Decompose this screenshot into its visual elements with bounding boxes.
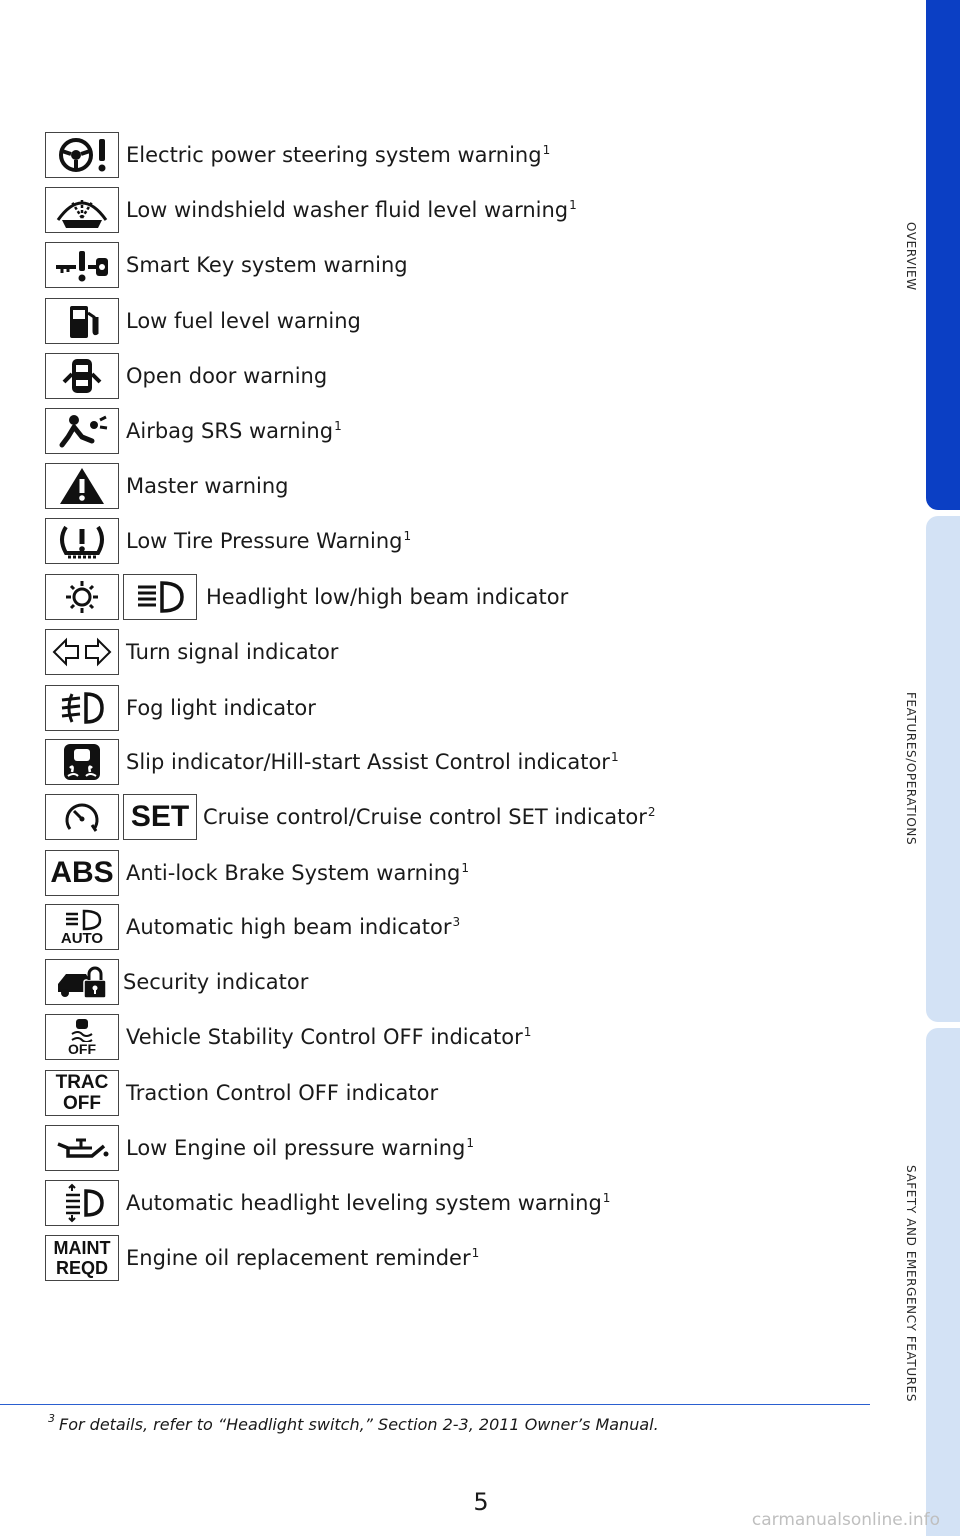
tab-features-label[interactable]: FEATURES/OPERATIONS <box>904 692 918 846</box>
indicator-label: Open door warning <box>126 364 328 388</box>
turn-signal-arrows-icon <box>45 629 119 675</box>
indicator-label: Anti-lock Brake System warning$^1$ <box>126 861 470 885</box>
indicator-row <box>45 297 362 345</box>
indicator-label: Low Tire Pressure Warning$^1$ <box>126 529 412 553</box>
indicator-label: Electric power steering system warning$^1$ <box>126 143 551 167</box>
indicator-label: Smart Key system warning <box>126 253 408 277</box>
airbag-warning-icon <box>45 408 119 454</box>
auto-high-beam-icon: AUTO <box>45 904 119 950</box>
indicator-row <box>45 903 460 951</box>
tab-safety-bar[interactable] <box>926 1028 960 1536</box>
indicator-row <box>45 849 469 897</box>
indicator-label: Fog light indicator <box>126 696 316 720</box>
footnote: $^3$ For details, refer to “Headlight switch,” Section 2-3, 2011 Owner’s Manual. <box>48 1412 659 1434</box>
security-lock-car-icon <box>45 959 119 1005</box>
indicator-label: Master warning <box>126 474 289 498</box>
indicator-row <box>45 352 328 400</box>
headlight-beam-icon <box>123 574 197 620</box>
indicator-row <box>45 186 577 234</box>
indicator-row <box>45 573 569 621</box>
fuel-pump-icon <box>45 298 119 344</box>
indicator-row <box>45 628 339 676</box>
indicator-label: Automatic headlight leveling system warning$^1$ <box>126 1191 611 1215</box>
tail-light-icon <box>45 574 119 620</box>
oil-can-icon <box>45 1125 119 1171</box>
indicator-row <box>45 407 342 455</box>
indicator-row <box>45 1013 531 1061</box>
indicator-label: Automatic high beam indicator$^3$ <box>126 915 461 939</box>
abs-warning-icon: ABS <box>45 850 119 896</box>
indicator-row <box>45 1234 479 1282</box>
tab-safety-label[interactable]: SAFETY AND EMERGENCY FEATURES <box>904 1165 918 1403</box>
indicator-label: Headlight low/high beam indicator <box>206 585 569 609</box>
indicator-row <box>45 241 409 289</box>
watermark: carmanualsonline.info <box>751 1510 940 1530</box>
indicator-label: Security indicator <box>123 970 309 994</box>
indicator-row <box>45 131 550 179</box>
indicator-row <box>45 1124 474 1172</box>
footnote-divider <box>0 1404 870 1405</box>
indicator-row <box>45 738 619 786</box>
washer-fluid-warning-icon <box>45 187 119 233</box>
indicator-label: Vehicle Stability Control OFF indicator$^1$ <box>126 1025 532 1049</box>
master-warning-triangle-icon <box>45 463 119 509</box>
tab-overview-label[interactable]: OVERVIEW <box>904 221 918 291</box>
indicator-row <box>45 1069 439 1117</box>
cruise-set-icon: SET <box>123 794 197 840</box>
indicator-row <box>45 1179 610 1227</box>
indicator-label: Low fuel level warning <box>126 309 361 333</box>
open-door-icon <box>45 353 119 399</box>
cruise-control-icon <box>45 794 119 840</box>
indicator-row <box>45 517 411 565</box>
indicator-label: Engine oil replacement reminder$^1$ <box>126 1246 480 1270</box>
slip-indicator-icon <box>45 739 119 785</box>
indicator-row <box>45 793 655 841</box>
tire-pressure-warning-icon <box>45 518 119 564</box>
indicator-label: Low Engine oil pressure warning$^1$ <box>126 1136 474 1160</box>
maint-reqd-icon: MAINT REQD <box>45 1235 119 1281</box>
indicator-label: Traction Control OFF indicator <box>126 1081 439 1105</box>
vsc-off-icon: OFF <box>45 1014 119 1060</box>
indicator-label: Low windshield washer fluid level warning$^1$ <box>126 198 577 222</box>
fog-light-icon <box>45 685 119 731</box>
indicator-row <box>45 462 289 510</box>
smart-key-warning-icon <box>45 242 119 288</box>
indicator-label: Airbag SRS warning$^1$ <box>126 419 342 443</box>
indicator-label: Slip indicator/Hill-start Assist Control indicator$^1$ <box>126 750 619 774</box>
indicator-label: Cruise control/Cruise control SET indicator$^2$ <box>203 805 656 829</box>
headlight-leveling-icon <box>45 1180 119 1226</box>
indicator-label: Turn signal indicator <box>126 640 339 664</box>
indicator-row <box>45 958 309 1006</box>
page-number: 5 <box>473 1488 489 1516</box>
power-steering-warning-icon <box>45 132 119 178</box>
tab-overview-bar[interactable] <box>926 0 960 510</box>
tab-features-bar[interactable] <box>926 516 960 1022</box>
indicator-row <box>45 684 317 732</box>
trac-off-icon: TRAC OFF <box>45 1070 119 1116</box>
